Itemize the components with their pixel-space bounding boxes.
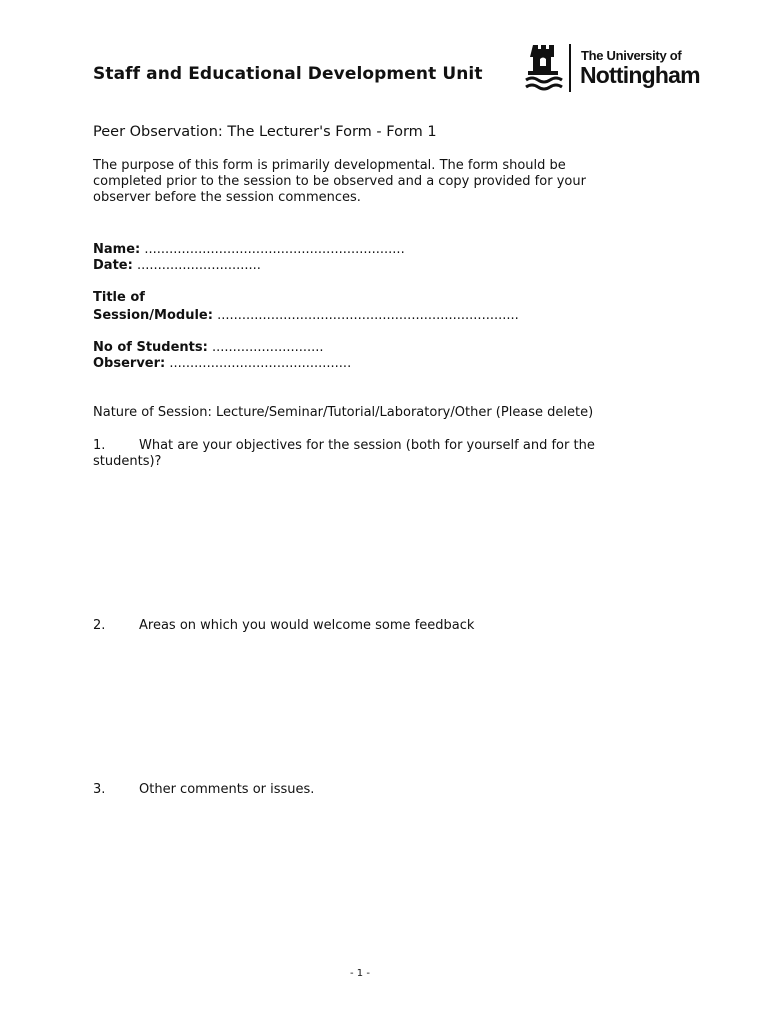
question-number: 2. — [93, 618, 106, 633]
question-number: 3. — [93, 782, 106, 797]
logo-text-line1: The University of — [581, 48, 682, 63]
students-field — [93, 340, 324, 356]
page-number: - 1 - — [350, 968, 370, 979]
university-logo — [524, 42, 704, 94]
observer-value[interactable]: ............................................ — [169, 356, 352, 371]
nature-of-session: Nature of Session: Lecture/Seminar/Tutorial/Laboratory/Other (Please delete) — [93, 405, 594, 420]
session-module-field — [93, 308, 519, 324]
intro-line: completed prior to the session to be observed and a copy provided for your — [93, 174, 586, 189]
date-label: Date: — [93, 258, 133, 273]
observer-field — [93, 356, 351, 372]
date-field — [93, 258, 261, 274]
logo-divider — [569, 44, 571, 92]
name-field — [93, 242, 405, 258]
logo-text-line2: Nottingham — [580, 62, 700, 88]
title-of-label: Title of — [93, 290, 145, 305]
name-value[interactable]: ............................................................... — [144, 242, 405, 257]
students-label: No of Students: — [93, 340, 208, 355]
question-text: What are your objectives for the session (both for yourself and for the — [139, 438, 595, 453]
form-title: Peer Observation: The Lecturer's Form - Form 1 — [93, 124, 437, 140]
intro-paragraph — [93, 158, 653, 206]
name-label: Name: — [93, 242, 141, 257]
session-module-value[interactable]: ......................................................................... — [217, 308, 519, 323]
session-module-label: Session/Module: — [93, 308, 213, 323]
question-text: Areas on which you would welcome some feedback — [139, 618, 475, 633]
unit-title: Staff and Educational Development Unit — [93, 64, 483, 84]
students-value[interactable]: ........................... — [211, 340, 324, 355]
date-value[interactable]: .............................. — [136, 258, 261, 273]
castle-icon — [524, 42, 566, 92]
observer-label: Observer: — [93, 356, 166, 371]
question-text: Other comments or issues. — [139, 782, 315, 797]
question-1 — [93, 438, 673, 470]
intro-line: observer before the session commences. — [93, 190, 361, 205]
question-3 — [93, 782, 673, 798]
intro-line: The purpose of this form is primarily developmental. The form should be — [93, 158, 566, 173]
question-2 — [93, 618, 673, 634]
question-text-continuation: students)? — [93, 454, 162, 469]
question-number: 1. — [93, 438, 106, 453]
